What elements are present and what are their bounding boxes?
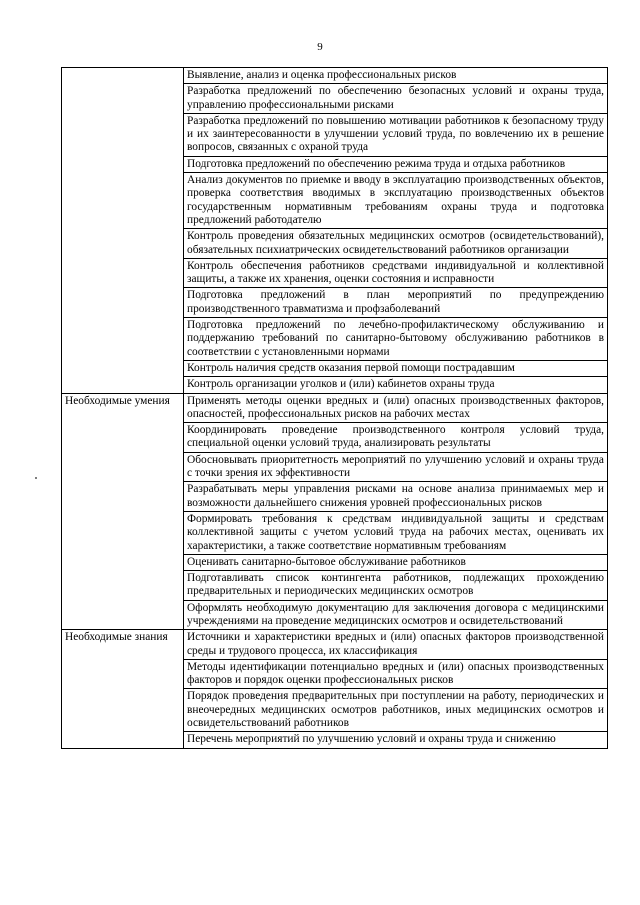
requirement-item: Разработка предложений по повышению мотивации работников к безопасному труду и их заинтересованности в улучшении условий труда, по вовлечению их в решение вопросов, связанных с охраной труда bbox=[184, 113, 608, 156]
requirement-item: Оформлять необходимую документацию для заключения договора с медицинскими учреждениями на проведение медицинских осмотров и освидетельствований bbox=[184, 600, 608, 630]
table-body bbox=[62, 68, 608, 749]
requirement-item: Контроль наличия средств оказания первой помощи пострадавшим bbox=[184, 360, 608, 376]
requirement-item: Выявление, анализ и оценка профессиональных рисков bbox=[184, 68, 608, 84]
requirement-item: Источники и характеристики вредных и (или) опасных факторов производственной среды и трудового процесса, их классификация bbox=[184, 630, 608, 660]
section-label bbox=[62, 68, 184, 394]
section-label: Необходимые умения bbox=[62, 393, 184, 630]
labor-functions-table bbox=[61, 67, 608, 749]
requirement-item: Методы идентификации потенциально вредных и (или) опасных производственных факторов и порядок оценки профессиональных рисков bbox=[184, 659, 608, 689]
requirement-item: Перечень мероприятий по улучшению условий и охраны труда и снижению bbox=[184, 732, 608, 748]
requirement-item: Порядок проведения предварительных при поступлении на работу, периодических и внеочередных медицинских осмотров работников, иных медицинских осмотров и освидетельствований работников bbox=[184, 689, 608, 732]
section-label: Необходимые знания bbox=[62, 630, 184, 748]
requirement-item: Контроль обеспечения работников средствами индивидуальной и коллективной защиты, а также их хранения, оценки состояния и исправности bbox=[184, 258, 608, 288]
requirement-item: Применять методы оценки вредных и (или) опасных производственных факторов, опасностей, профессиональных рисков на рабочих местах bbox=[184, 393, 608, 423]
requirement-item: Обосновывать приоритетность мероприятий по улучшению условий и охраны труда с точки зрения их эффективности bbox=[184, 452, 608, 482]
requirement-item: Разработка предложений по обеспечению безопасных условий и охраны труда, управлению профессиональными рисками bbox=[184, 84, 608, 114]
table-row bbox=[62, 393, 608, 423]
requirement-item: Подготовка предложений по обеспечению режима труда и отдыха работников bbox=[184, 156, 608, 172]
page-number: 9 bbox=[317, 41, 323, 53]
requirement-item: Разрабатывать меры управления рисками на основе анализа принимаемых мер и возможности дальнейшего снижения уровней профессиональных рисков bbox=[184, 482, 608, 512]
table-row bbox=[62, 68, 608, 84]
requirement-item: Координировать проведение производственного контроля условий труда, специальной оценки условий труда, анализировать результаты bbox=[184, 423, 608, 453]
requirement-item: Подготовка предложений по лечебно-профилактическому обслуживанию и поддержанию требований по санитарно-бытовому обслуживанию работников в соответствии с установленными нормами bbox=[184, 318, 608, 361]
requirement-item: Анализ документов по приемке и вводу в эксплуатацию производственных объектов, проверка соответствия вводимых в эксплуатацию производственных объектов государственным нормативным требованиям охраны труда и подготовка предложений работодателю bbox=[184, 173, 608, 229]
requirement-item: Формировать требования к средствам индивидуальной защиты и средствам коллективной защиты с учетом условий труда на рабочих местах, оценивать их характеристики, а также соответствие нормативным требованиям bbox=[184, 511, 608, 554]
scan-speck bbox=[35, 477, 37, 479]
requirement-item: Оценивать санитарно-бытовое обслуживание работников bbox=[184, 554, 608, 570]
requirement-item: Подготовка предложений в план мероприятий по предупреждению производственного травматизма и профзаболеваний bbox=[184, 288, 608, 318]
table-row bbox=[62, 630, 608, 660]
requirement-item: Контроль проведения обязательных медицинских осмотров (освидетельствований), обязательных психиатрических освидетельствований работников организации bbox=[184, 229, 608, 259]
requirement-item: Контроль организации уголков и (или) кабинетов охраны труда bbox=[184, 377, 608, 393]
requirement-item: Подготавливать список контингента работников, подлежащих прохождению предварительных и периодических медицинских осмотров bbox=[184, 571, 608, 601]
